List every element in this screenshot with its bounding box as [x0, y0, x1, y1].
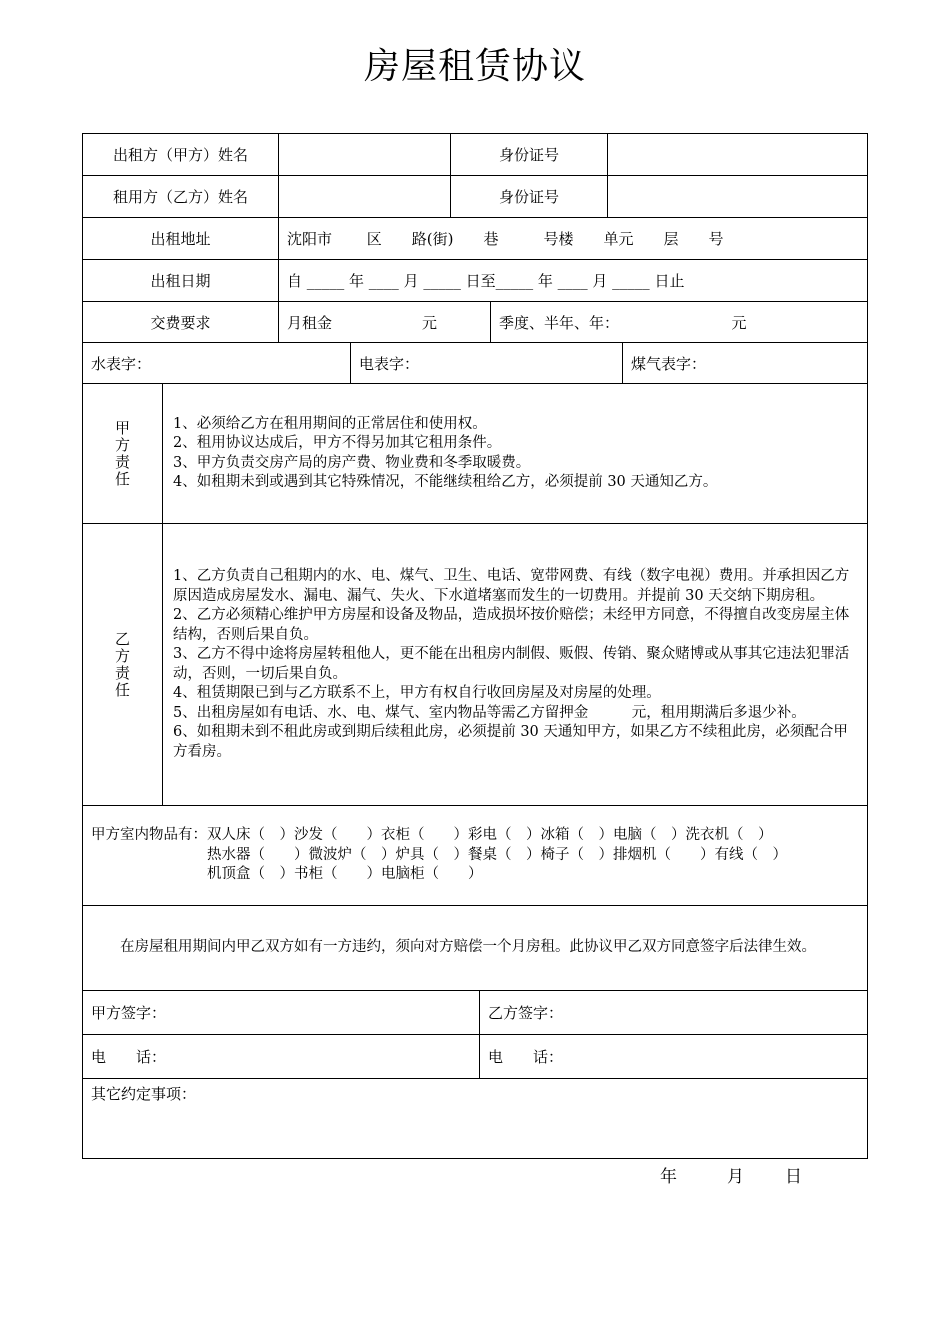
address-row [82, 217, 868, 259]
signature-row [82, 990, 868, 1034]
gas-meter[interactable]: 煤气表字： [631, 354, 707, 373]
date-year: 年 [660, 1167, 677, 1187]
address-value[interactable]: 沈阳市 区 路(街) 巷 号楼 单元 层 号 [287, 230, 724, 248]
other-terms-row [82, 1078, 868, 1159]
party-a-signature[interactable]: 甲方签字： [91, 1004, 167, 1022]
party-a-name-field[interactable] [279, 134, 451, 175]
page-title: 房屋租赁协议 [363, 46, 586, 87]
fee-label: 交费要求 [150, 313, 211, 332]
party-a-id-label: 身份证号 [498, 146, 559, 164]
party-b-resp-row [82, 523, 868, 805]
party-b-resp-text: 1、乙方负责自己租期内的水、电、煤气、卫生、电话、宽带网费、有线（数字电视）费用。并承担因乙方原因造成房屋发水、漏电、漏气、失火、下水道堵塞而发生的一切费用。并提前 30 天交纳下期房租。 2、乙方必须精心维护甲方房屋和设备及物品，造成损坏按价赔偿；未经甲方同意，不得擅自改变房屋主体结构，否则后果自负。 3、乙方不得中途将房屋转租他人，更不能在出租房内制假、贩假、传销、聚众赌博或从事其它违法犯罪活动，否则，一切后果自负。 4、租赁期限已到与乙方联系不上，甲方有权自行收回房屋及对房屋的处理。 5、出租房屋如有电话、水、电、煤气、室内物品等需乙方留押金 元，租用期满后多退少补。 6、如租期未到不租此房或到期后续租此房，必须提前 30 天通知甲方，如果乙方不续租此房，必须配合甲方看房。 [173, 568, 850, 760]
date-row [82, 259, 868, 301]
other-terms[interactable]: 其它约定事项： [91, 1085, 197, 1103]
party-a-phone[interactable]: 电 话： [91, 1048, 167, 1066]
items-line: 双人床（ ）沙发（ ）衣柜（ ）彩电（ ）冰箱（ ）电脑（ ）洗衣机（ ） [207, 827, 773, 843]
party-a-id-field[interactable] [608, 134, 867, 175]
phone-row [82, 1034, 868, 1078]
party-a-resp-label: 甲方责任 [113, 419, 131, 488]
party-b-id-field[interactable] [608, 176, 867, 217]
party-b-id-label: 身份证号 [498, 188, 559, 206]
items-row [82, 805, 868, 905]
water-meter[interactable]: 水表字： [91, 354, 152, 373]
fee-row [82, 301, 868, 342]
party-a-name-label: 出租方（甲方）姓名 [112, 146, 248, 164]
date-month: 月 [727, 1167, 744, 1187]
party-a-row [82, 133, 868, 175]
party-b-signature[interactable]: 乙方签字： [488, 1004, 564, 1022]
address-label: 出租地址 [150, 230, 211, 248]
breach-row [82, 905, 868, 990]
party-b-name-label: 租用方（乙方）姓名 [112, 188, 248, 206]
items-label: 甲方室内物品有： [91, 827, 207, 843]
monthly-rent[interactable]: 月租金 元 [287, 313, 438, 332]
party-a-resp-text: 1、必须给乙方在租用期间的正常居住和使用权。 2、租用协议达成后，甲方不得另加其它租用条件。 3、甲方负责交房产局的房产费、物业费和冬季取暖费。 4、如租期未到或遇到其它特殊情况，不能继续租给乙方，必须提前 30 天通知乙方。 [173, 415, 718, 490]
party-b-row [82, 175, 868, 217]
period-rent[interactable]: 季度、半年、年： 元 [499, 313, 747, 332]
date-day: 日 [785, 1167, 802, 1187]
items-line: 热水器（ ）微波炉（ ）炉具（ ）餐桌（ ）椅子（ ）排烟机（ ）有线（ ） [207, 846, 787, 863]
electric-meter[interactable]: 电表字： [359, 354, 420, 373]
items-line: 机顶盒（ ）书柜（ ）电脑柜（ ） [207, 866, 483, 882]
breach-clause: 在房屋租用期间内甲乙双方如有一方违约，须向对方赔偿一个月房租。此协议甲乙双方同意签字后法律生效。 [91, 939, 816, 956]
party-b-resp-label: 乙方责任 [113, 630, 131, 699]
meter-row [82, 342, 868, 383]
date-value[interactable]: 自 _____ 年 ____ 月 _____ 日至_____ 年 ____ 月 _____ 日止 [287, 272, 685, 290]
party-b-name-field[interactable] [279, 176, 451, 217]
date-label: 出租日期 [150, 272, 211, 290]
party-b-phone[interactable]: 电 话： [488, 1048, 564, 1066]
party-a-resp-row [82, 383, 868, 523]
